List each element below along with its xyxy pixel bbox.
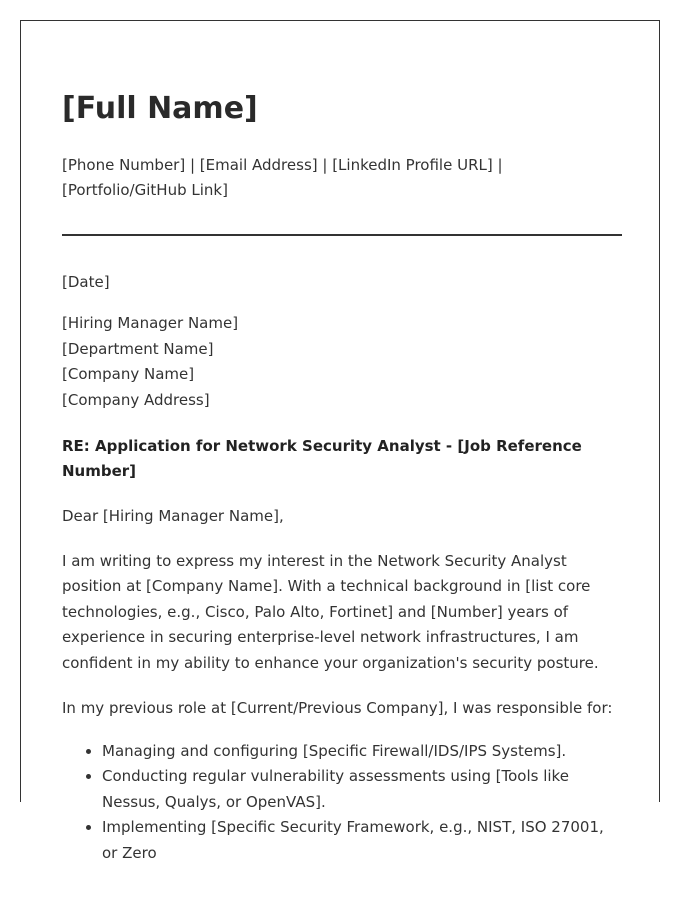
letter-page — [20, 20, 660, 862]
list-item: • Managing and configuring [Specific Firewall/IDS/IPS Systems]. — [102, 739, 622, 765]
header-divider — [62, 234, 622, 236]
full-name-heading: [Full Name] — [62, 91, 258, 126]
recipient-company: [Company Name] — [62, 365, 195, 384]
list-item: • Conducting regular vulnerability assessments using [Tools like Nessus, Qualys, or OpenVAS]. — [102, 764, 622, 815]
body-paragraph-2: In my previous role at [Current/Previous Company], I was responsible for: — [62, 699, 613, 718]
recipient-address: [Company Address] — [62, 391, 210, 410]
recipient-department: [Department Name] — [62, 339, 214, 358]
list-item: • Implementing [Specific Security Framework, e.g., NIST, ISO 27001, or Zero — [102, 815, 622, 866]
contact-line: [Phone Number] | [Email Address] | [LinkedIn Profile URL] | [Portfolio/GitHub Link] — [62, 156, 503, 199]
salutation: Dear [Hiring Manager Name], — [62, 506, 284, 525]
recipient-block — [62, 311, 622, 414]
body-paragraph-1: I am writing to express my interest in the Network Security Analyst position at [Company Name]. With a technical background in [list core technologies, e.g., Cisco, Palo Alto, Fortinet] and [Number] years of experience in securing enterprise-level network infrastructures, I am confident in my ability to enhance your organization's security posture. — [62, 551, 599, 672]
recipient-manager: [Hiring Manager Name] — [62, 314, 239, 332]
letter-content — [62, 91, 622, 866]
subject-line: RE: Application for Network Security Analyst - [Job Reference Number] — [62, 436, 582, 480]
letter-date: [Date] — [62, 273, 110, 291]
responsibilities-list — [62, 739, 622, 867]
